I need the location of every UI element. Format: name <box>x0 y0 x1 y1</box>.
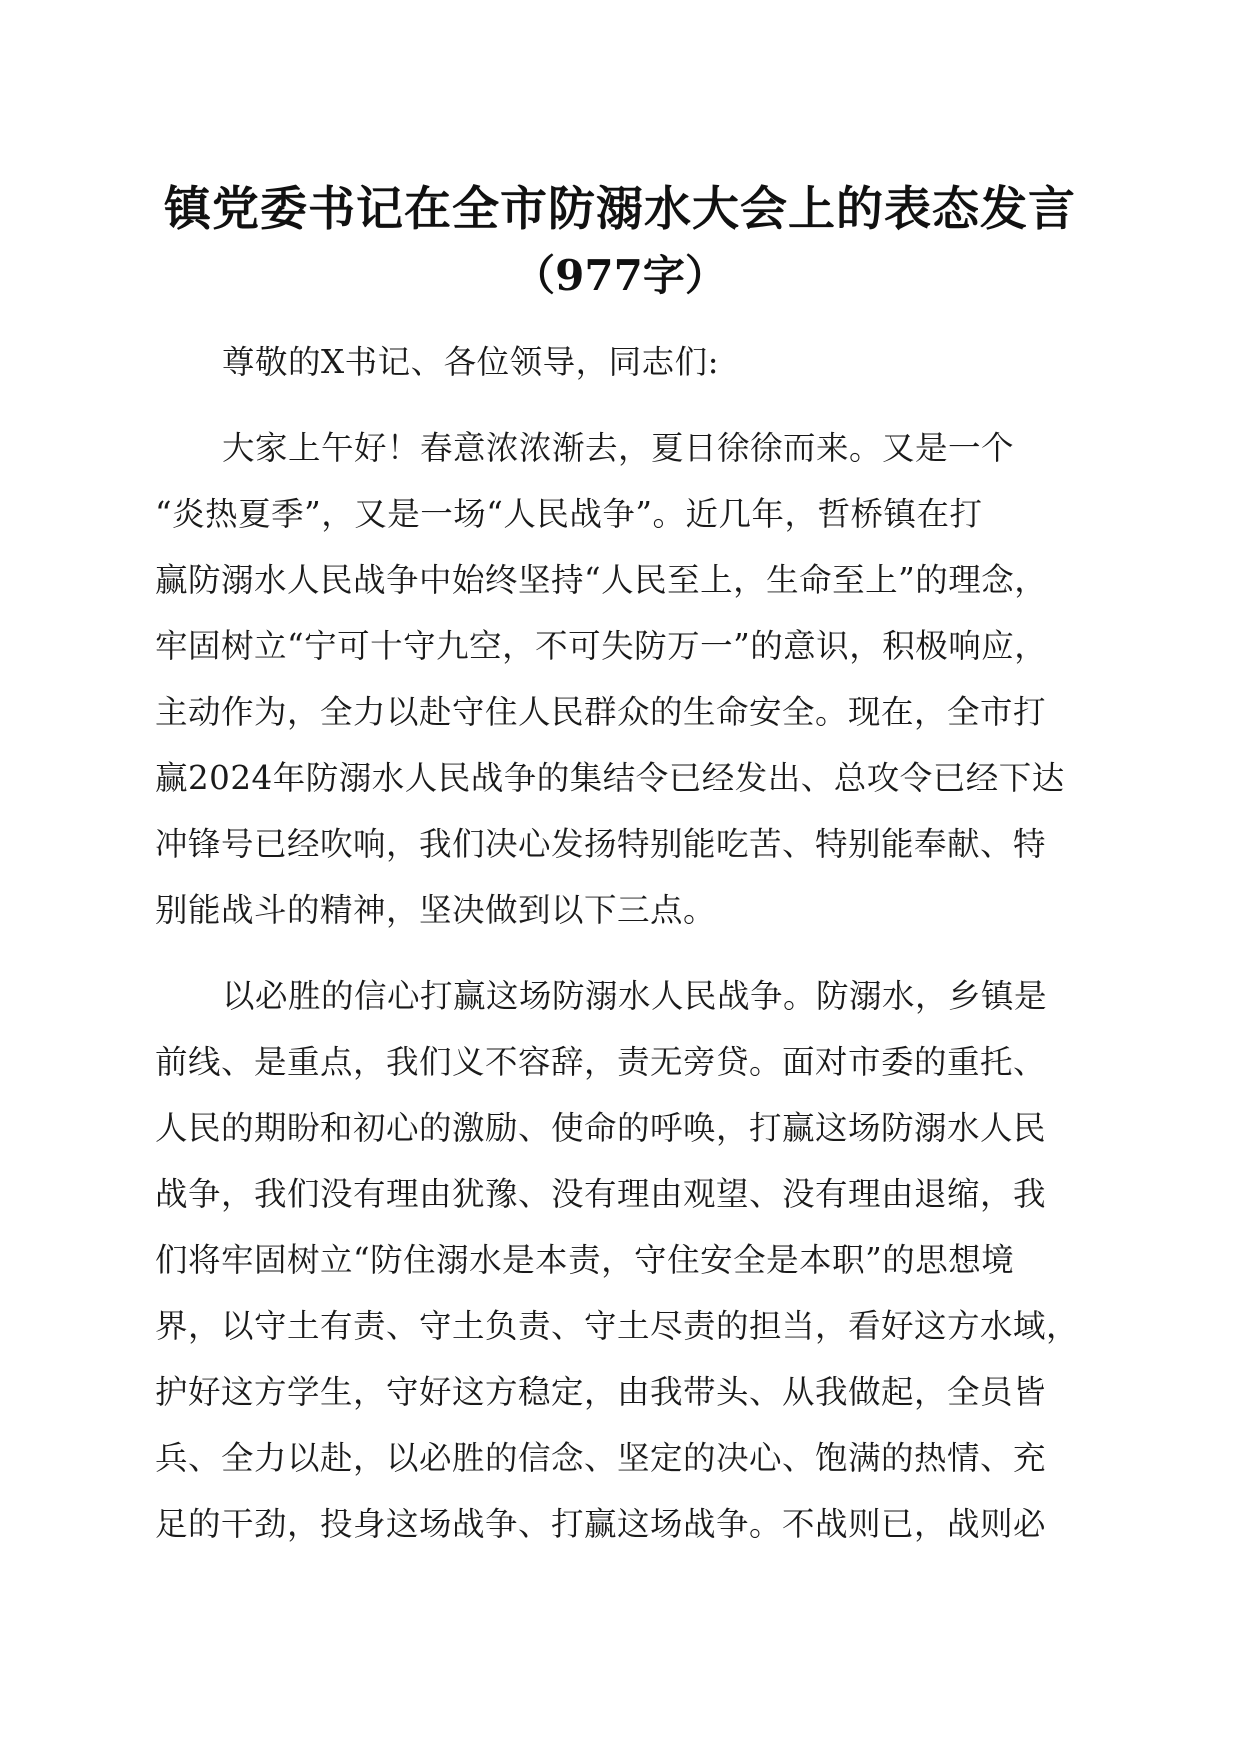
salutation: 尊敬的X书记、各位领导，同志们: <box>222 343 720 381</box>
paragraph-2-line: 界，以守土有责、守土负责、守土尽责的担当，看好这方水域， <box>155 1307 1080 1345</box>
paragraph-1-line: 别能战斗的精神，坚决做到以下三点。 <box>155 891 717 929</box>
paragraph-1-line: 冲锋号已经吹响，我们决心发扬特别能吃苦、特别能奉献、特 <box>155 825 1047 863</box>
paragraph-2-line: 前线、是重点，我们义不容辞，责无旁贷。面对市委的重托、 <box>155 1043 1047 1081</box>
paragraph-2-line: 足的干劲，投身这场战争、打赢这场战争。不战则已，战则必 <box>155 1505 1047 1543</box>
paragraph-1-line: 大家上午好！春意浓浓渐去，夏日徐徐而来。又是一个 <box>222 429 1015 467</box>
paragraph-1-line: 赢2024年防溺水人民战争的集结令已经发出、总攻令已经下达 <box>155 759 1065 797</box>
paragraph-1-line: 主动作为，全力以赴守住人民群众的生命安全。现在，全市打 <box>155 693 1047 731</box>
paragraph-2-line: 人民的期盼和初心的激励、使命的呼唤，打赢这场防溺水人民 <box>155 1109 1047 1147</box>
paragraph-1-line: 牢固树立“宁可十守九空，不可失防万一”的意识，积极响应， <box>155 627 1048 665</box>
paragraph-1-line: 赢防溺水人民战争中始终坚持“人民至上，生命至上”的理念， <box>155 561 1048 599</box>
title-block <box>0 178 1240 306</box>
paragraph-2-line: 们将牢固树立“防住溺水是本责，守住安全是本职”的思想境 <box>155 1241 1015 1279</box>
paragraph-2-line: 以必胜的信心打赢这场防溺水人民战争。防溺水，乡镇是 <box>222 977 1048 1015</box>
paragraph-2-line: 护好这方学生，守好这方稳定，由我带头、从我做起，全员皆 <box>155 1373 1047 1411</box>
paragraph-1-line: “炎热夏季”，又是一场“人民战争”。近几年，哲桥镇在打 <box>155 495 983 533</box>
paragraph-2-line: 战争，我们没有理由犹豫、没有理由观望、没有理由退缩，我 <box>155 1175 1047 1213</box>
document-title: 镇党委书记在全市防溺水大会上的表态发言 <box>164 182 1076 237</box>
paragraph-2-line: 兵、全力以赴，以必胜的信念、坚定的决心、饱满的热情、充 <box>155 1439 1047 1477</box>
word-count-subtitle: （977字） <box>513 251 727 300</box>
